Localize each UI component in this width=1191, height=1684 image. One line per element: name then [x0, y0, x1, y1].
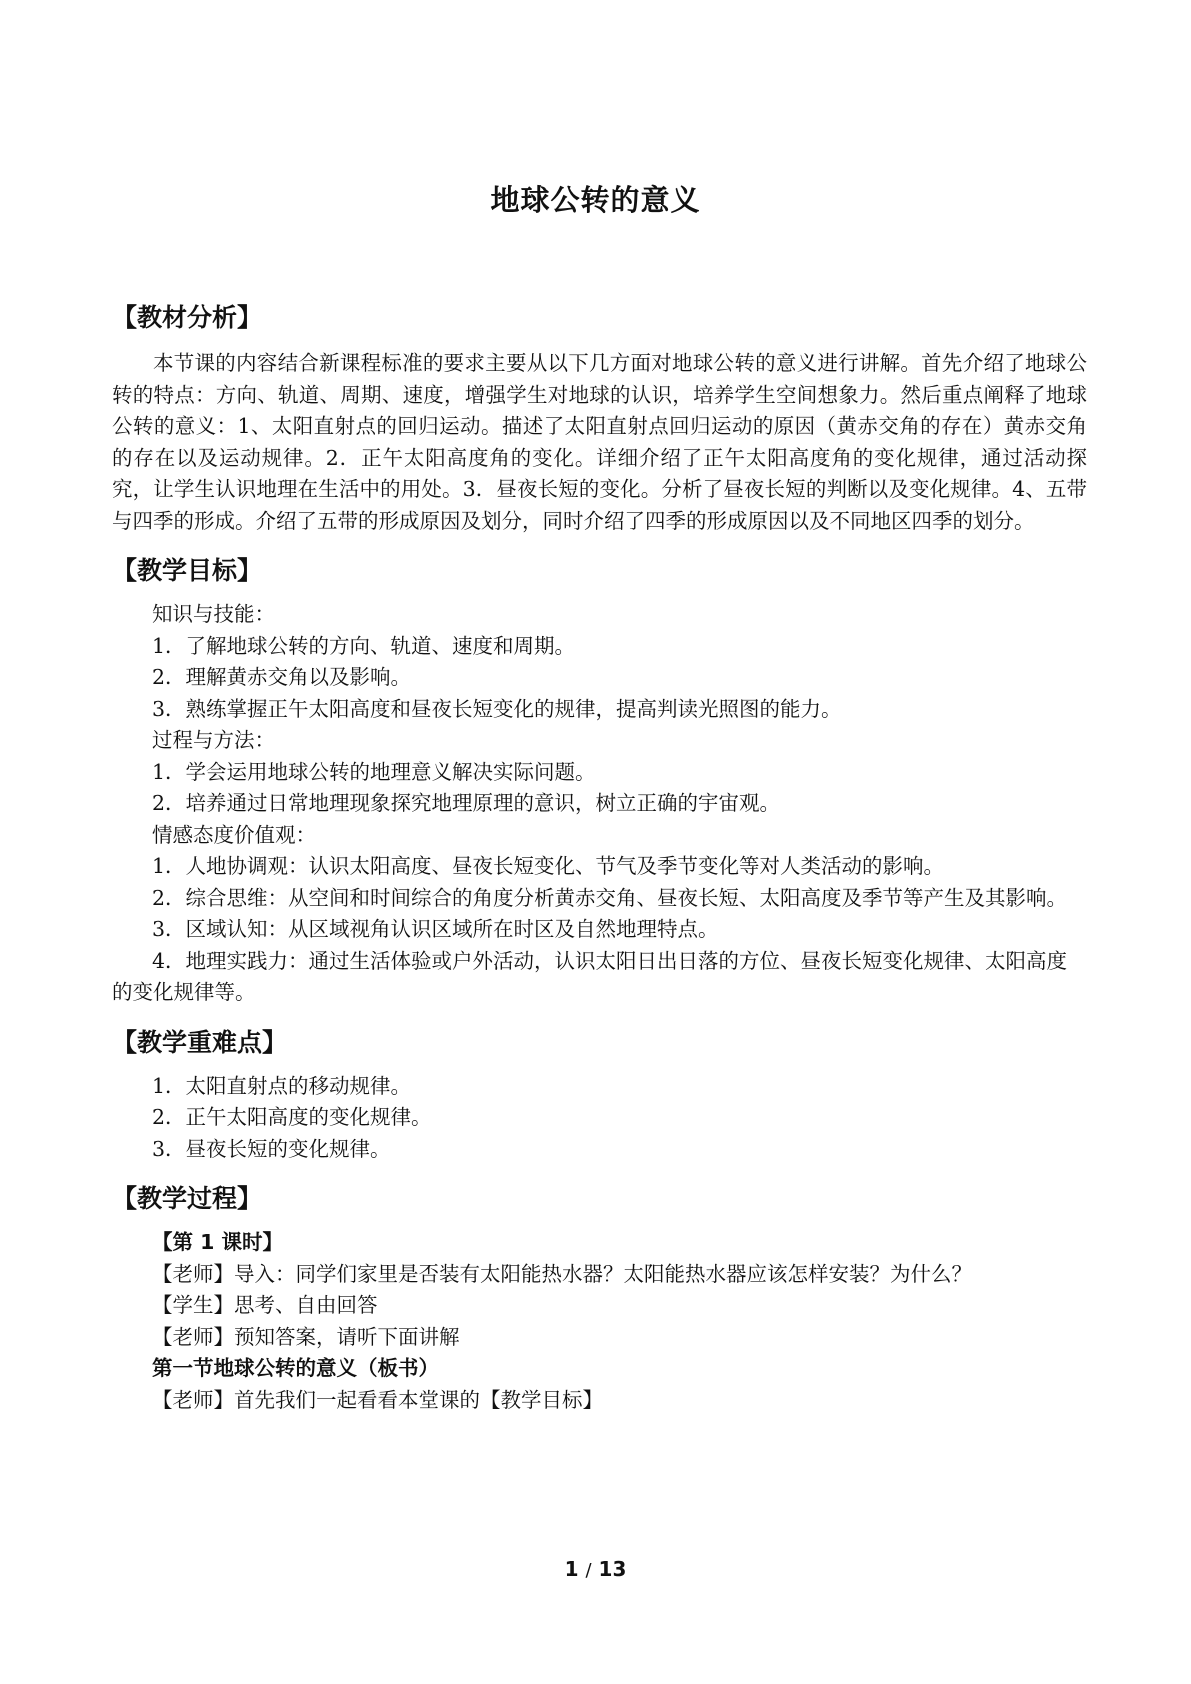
- process-list: [112, 1227, 1087, 1416]
- page-separator: /: [585, 1560, 592, 1581]
- total-pages: 13: [598, 1557, 627, 1581]
- goals-item: 1．学会运用地球公转的地理意义解决实际问题。: [152, 759, 596, 784]
- goals-list: [112, 599, 1087, 1009]
- goals-subheading-knowledge: 知识与技能：: [152, 602, 275, 626]
- page-number: [0, 1557, 1191, 1581]
- current-page: 1: [564, 1557, 579, 1581]
- document-body: [112, 300, 1087, 1430]
- lesson-label: 【第 1 课时】: [152, 1230, 284, 1254]
- goals-item: 1．了解地球公转的方向、轨道、速度和周期。: [152, 633, 576, 658]
- goals-item: 1．人地协调观：认识太阳高度、昼夜长短变化、节气及季节变化等对人类活动的影响。: [152, 854, 945, 878]
- section-heading-goals: 【教学目标】: [112, 556, 263, 585]
- goals-item: 2．理解黄赤交角以及影响。: [152, 665, 412, 689]
- goals-item: 2．综合思维：从空间和时间综合的角度分析黄赤交角、昼夜长短、太阳高度及季节等产生及其影响。: [152, 885, 1068, 910]
- section-heading-key-points: 【教学重难点】: [112, 1027, 288, 1057]
- key-point-item: 2．正午太阳高度的变化规律。: [152, 1105, 432, 1129]
- goals-subheading-process: 过程与方法：: [152, 728, 275, 752]
- goals-item: 3．区域认知：从区域视角认识区域所在时区及自然地理特点。: [152, 917, 719, 941]
- section-heading-analysis: 【教材分析】: [112, 303, 263, 332]
- dialogue-line: 【老师】预知答案，请听下面讲解: [152, 1324, 460, 1349]
- board-title: 第一节地球公转的意义（板书）: [152, 1356, 439, 1380]
- key-point-item: 3．昼夜长短的变化规律。: [152, 1136, 391, 1161]
- goals-subheading-attitude: 情感态度价值观：: [152, 822, 316, 847]
- goals-item: 3．熟练掌握正午太阳高度和昼夜长短变化的规律，提高判读光照图的能力。: [152, 696, 842, 721]
- key-point-item: 1．太阳直射点的移动规律。: [152, 1073, 412, 1098]
- key-points-list: [112, 1071, 1087, 1166]
- dialogue-line: 【老师】首先我们一起看看本堂课的【教学目标】: [152, 1387, 603, 1412]
- section-heading-process: 【教学过程】: [112, 1184, 263, 1213]
- page-title: 地球公转的意义: [490, 183, 701, 217]
- goals-item: 2．培养通过日常地理现象探究地理原理的意识，树立正确的宇宙观。: [152, 791, 781, 815]
- dialogue-line: 【老师】导入：同学们家里是否装有太阳能热水器？太阳能热水器应该怎样安装？为什么？: [152, 1261, 972, 1286]
- dialogue-line: 【学生】思考、自由回答: [152, 1293, 378, 1317]
- analysis-paragraph: 本节课的内容结合新课程标准的要求主要从以下几方面对地球公转的意义进行讲解。首先介绍了地球公转的特点：方向、轨道、周期、速度，增强学生对地球的认识，培养学生空间想象力。然后重点阐释了地球公转的意义：1、太阳直射点的回归运动。描述了太阳直射点回归运动的原因（黄赤交角的存在）黄赤交角的存在以及运动规律。2．正午太阳高度角的变化。详细介绍了正午太阳高度角的变化规律，通过活动探究，让学生认识地理在生活中的用处。3．昼夜长短的变化。分析了昼夜长短的判断以及变化规律。4、五带与四季的形成。介绍了五带的形成原因及划分，同时介绍了四季的形成原因以及不同地区四季的划分。: [112, 351, 1087, 533]
- goals-item: 4．地理实践力：通过生活体验或户外活动，认识太阳日出日落的方位、昼夜长短变化规律、太阳高度的变化规律等。: [112, 948, 1068, 1004]
